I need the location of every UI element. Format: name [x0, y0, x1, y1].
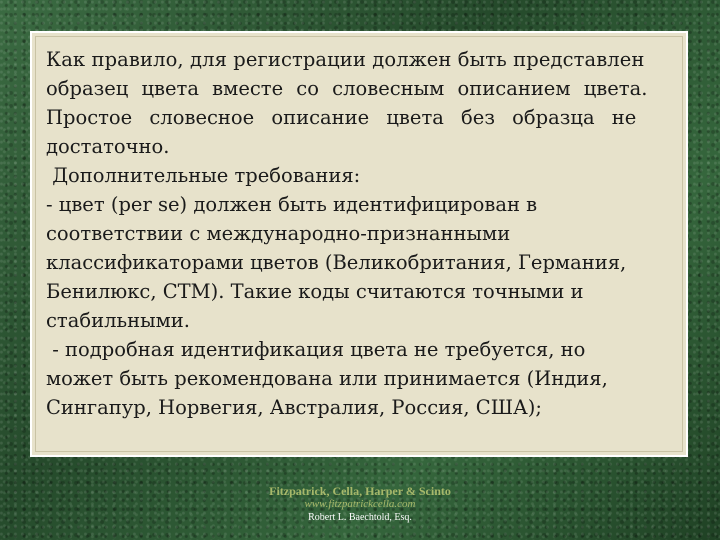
text-line: образец цвета вместе со словесным описанием цвета.: [46, 77, 648, 100]
slide-text-panel: [30, 31, 688, 457]
text-line: может быть рекомендована или принимается (Индия,: [46, 367, 608, 390]
text-line: классификаторами цветов (Великобритания, Германия,: [46, 251, 627, 274]
text-line: Простое словесное описание цвета без образца не: [46, 106, 637, 129]
text-line: соответствии с международно-признанными: [46, 222, 511, 245]
text-line: Как правило, для регистрации должен быть представлен: [46, 48, 645, 71]
text-line: Бенилюкс, CTM). Такие коды считаются точными и: [46, 280, 584, 303]
slide-footer: [0, 485, 720, 524]
text-line: Дополнительные требования:: [46, 164, 361, 187]
text-line: стабильными.: [46, 309, 190, 332]
text-line: достаточно.: [46, 135, 170, 158]
text-line: - подробная идентификация цвета не требуется, но: [46, 338, 586, 361]
slide-body-text: [46, 45, 672, 422]
footer-firm-name: Fitzpatrick, Cella, Harper & Scinto: [269, 484, 451, 498]
text-line: Сингапур, Норвегия, Австралия, Россия, США);: [46, 396, 542, 419]
footer-website-link[interactable]: www.fitzpatrickcella.com: [304, 498, 416, 510]
text-line: - цвет (per se) должен быть идентифицирован в: [46, 193, 538, 216]
footer-author: Robert L. Baechtold, Esq.: [308, 512, 412, 523]
